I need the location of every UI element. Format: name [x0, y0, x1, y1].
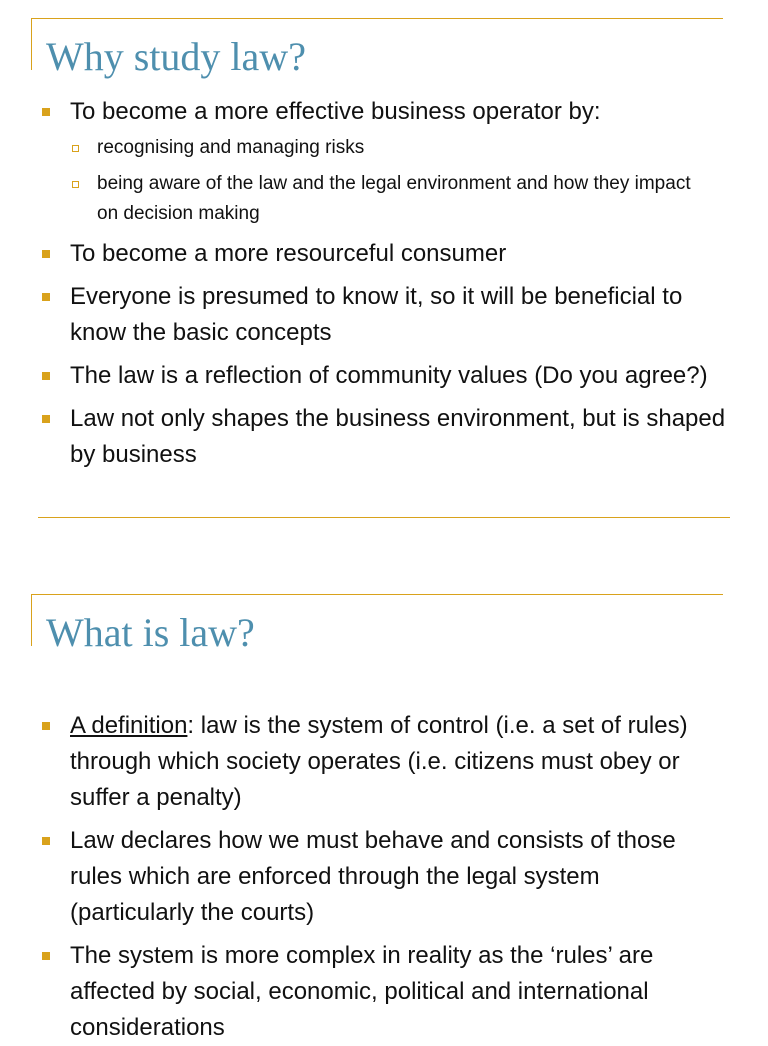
list-item	[0, 279, 730, 351]
slide-left-rule	[31, 594, 32, 646]
filled-square-bullet-icon	[42, 722, 50, 730]
sub-list-item	[70, 169, 707, 229]
slide-bottom-rule	[38, 517, 730, 518]
sub-bullet-text: being aware of the law and the legal environment and how they impact on decision making	[97, 173, 691, 224]
hollow-square-bullet-icon	[72, 181, 79, 188]
list-item	[0, 94, 730, 229]
filled-square-bullet-icon	[42, 372, 50, 380]
bullet-list	[0, 708, 730, 1046]
sub-list-item	[70, 133, 707, 163]
slide-title: What is law?	[46, 610, 255, 655]
list-item	[0, 823, 730, 931]
bullet-text: To become a more resourceful consumer	[70, 240, 507, 267]
slide-top-rule	[31, 18, 723, 19]
filled-square-bullet-icon	[42, 952, 50, 960]
filled-square-bullet-icon	[42, 250, 50, 258]
filled-square-bullet-icon	[42, 293, 50, 301]
filled-square-bullet-icon	[42, 415, 50, 423]
bullet-text: The system is more complex in reality as the ‘rules’ are affected by social, economic, political and international considerations	[70, 942, 654, 1041]
list-item	[0, 401, 730, 473]
filled-square-bullet-icon	[42, 108, 50, 116]
slide-top-rule	[31, 594, 723, 595]
list-item	[0, 236, 730, 272]
hollow-square-bullet-icon	[72, 145, 79, 152]
bullet-list	[0, 94, 730, 473]
definition-term: A definition	[70, 712, 188, 739]
sub-bullet-text: recognising and managing risks	[97, 137, 365, 158]
bullet-text: Law not only shapes the business environment, but is shaped by business	[70, 405, 726, 468]
bullet-text: Law declares how we must behave and consists of those rules which are enforced through the legal system (particularly the courts)	[70, 827, 676, 926]
list-item	[0, 938, 730, 1046]
bullet-text: : law is the system of control (i.e. a set of rules) through which society operates (i.e. citizens must obey or suffer a penalty)	[70, 712, 688, 811]
list-item	[0, 708, 730, 816]
list-item	[0, 358, 730, 394]
filled-square-bullet-icon	[42, 837, 50, 845]
slide-left-rule	[31, 18, 32, 70]
slide-title: Why study law?	[46, 34, 306, 79]
bullet-text: Everyone is presumed to know it, so it will be beneficial to know the basic concepts	[70, 283, 683, 346]
sub-bullet-list	[70, 133, 730, 229]
bullet-text: To become a more effective business operator by:	[70, 98, 601, 125]
bullet-text: The law is a reflection of community values (Do you agree?)	[70, 362, 708, 389]
